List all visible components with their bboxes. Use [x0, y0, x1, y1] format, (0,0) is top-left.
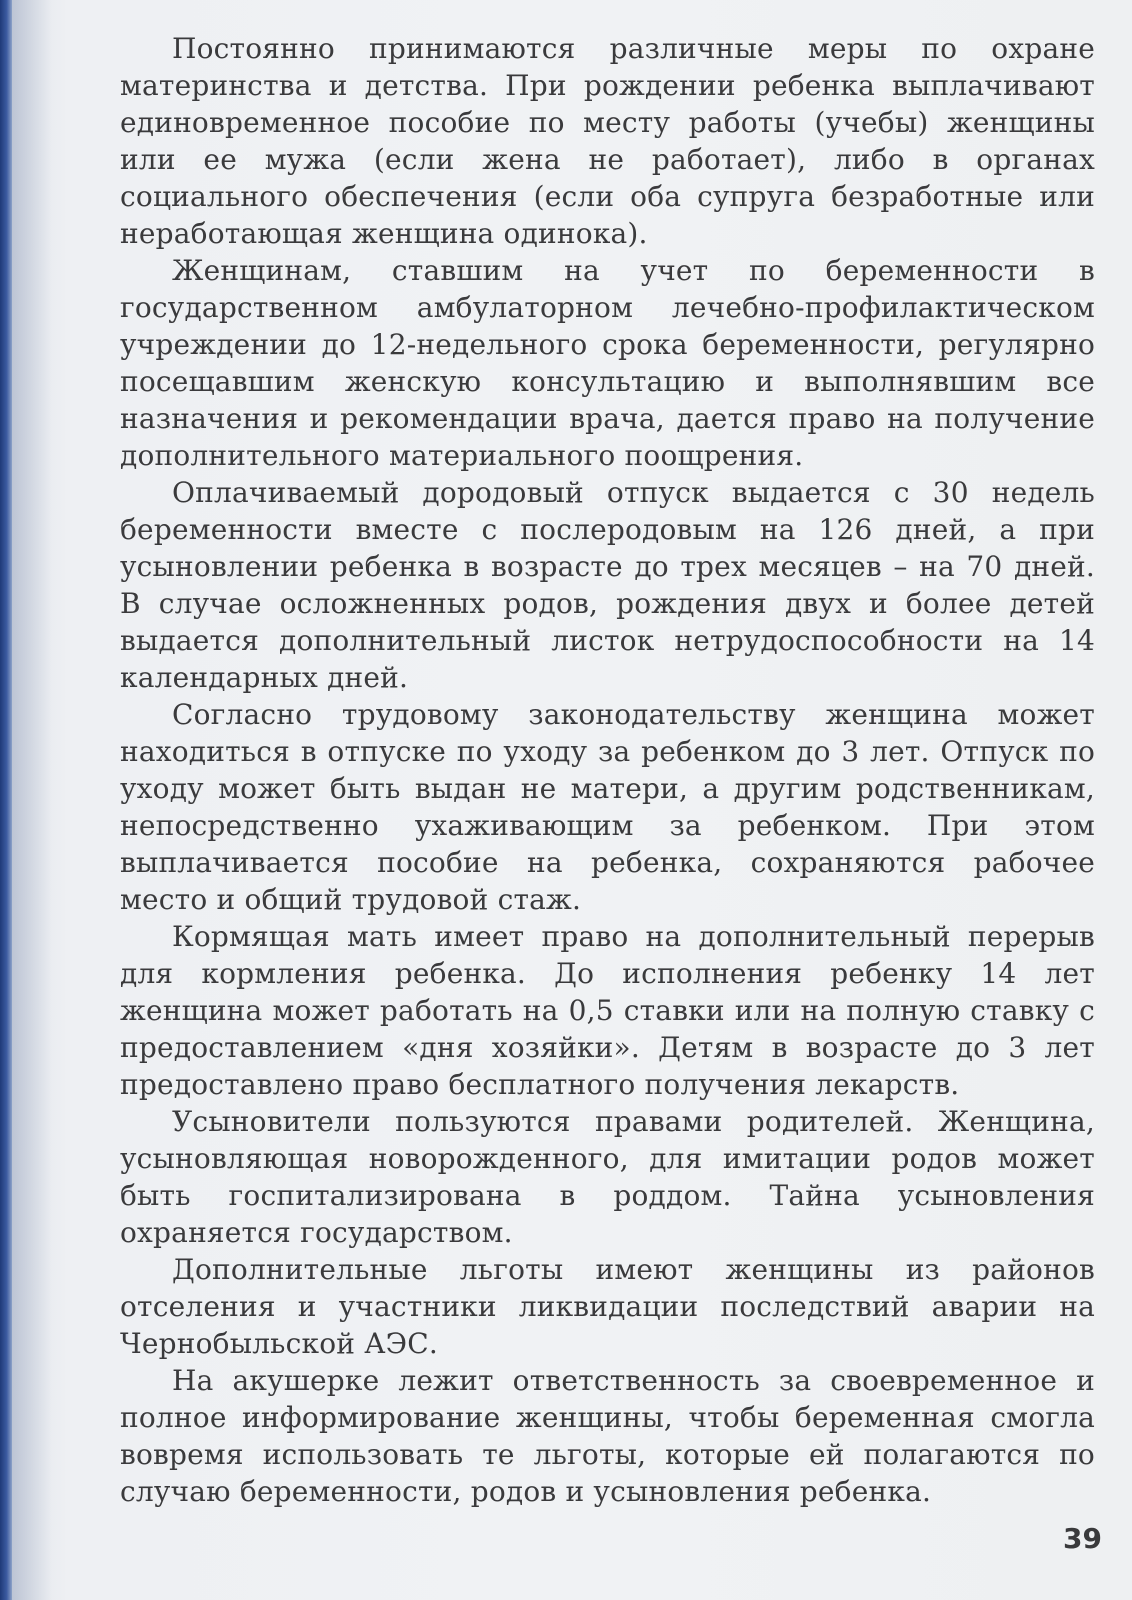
paragraph-1: Постоянно принимаются различные меры по охране материнства и детства. При рождении ребенка выплачивают единовременное пособие по месту работы (учебы) женщины или ее мужа (если жена не работает), либо в органах социального обеспечения (если оба супруга безработные или неработающая женщина одинока).: [120, 32, 1095, 250]
body-text: [120, 30, 1095, 1510]
paragraph-3: Оплачиваемый дородовый отпуск выдается с 30 недель беременности вместе с послеродовым на 126 дней, а при усыновлении ребенка в возрасте до трех месяцев – на 70 дней. В случае осложненных родов, рождения двух и более детей выдается дополнительный листок нетрудоспособности на 14 календарных дней.: [120, 476, 1095, 694]
page-number: 39: [1063, 1522, 1102, 1555]
paragraph-8: На акушерке лежит ответственность за своевременное и полное информирование женщины, чтобы беременная смогла вовремя использовать те льготы, которые ей полагаются по случаю беременности, родов и усыновления ребенка.: [120, 1364, 1095, 1508]
spine-shadow: [12, 0, 52, 1600]
paragraph-6: Усыновители пользуются правами родителей. Женщина, усыновляющая новорожденного, для имитации родов может быть госпитализирована в роддом. Тайна усыновления охраняется государством.: [120, 1105, 1095, 1249]
paragraph-4: Согласно трудовому законодательству женщина может находиться в отпуске по уходу за ребенком до 3 лет. Отпуск по уходу может быть выдан не матери, а другим родственникам, непосредственно ухаживающим за ребенком. При этом выплачивается пособие на ребенка, сохраняются рабочее место и общий трудовой стаж.: [120, 698, 1095, 916]
paragraph-5: Кормящая мать имеет право на дополнительный перерыв для кормления ребенка. До исполнения ребенку 14 лет женщина может работать на 0,5 ставки или на полную ставку с предоставлением «дня хозяйки». Детям в возрасте до 3 лет предоставлено право бесплатного получения лекарств.: [120, 920, 1095, 1101]
book-spine: [0, 0, 12, 1600]
paragraph-7: Дополнительные льготы имеют женщины из районов отселения и участники ликвидации последствий аварии на Чернобыльской АЭС.: [120, 1253, 1095, 1360]
paragraph-2: Женщинам, ставшим на учет по беременности в государственном амбулаторном лечебно-профилактическом учреждении до 12-недельного срока беременности, регулярно посещавшим женскую консультацию и выполнявшим все назначения и рекомендации врача, дается право на получение дополнительного материального поощрения.: [120, 254, 1095, 472]
